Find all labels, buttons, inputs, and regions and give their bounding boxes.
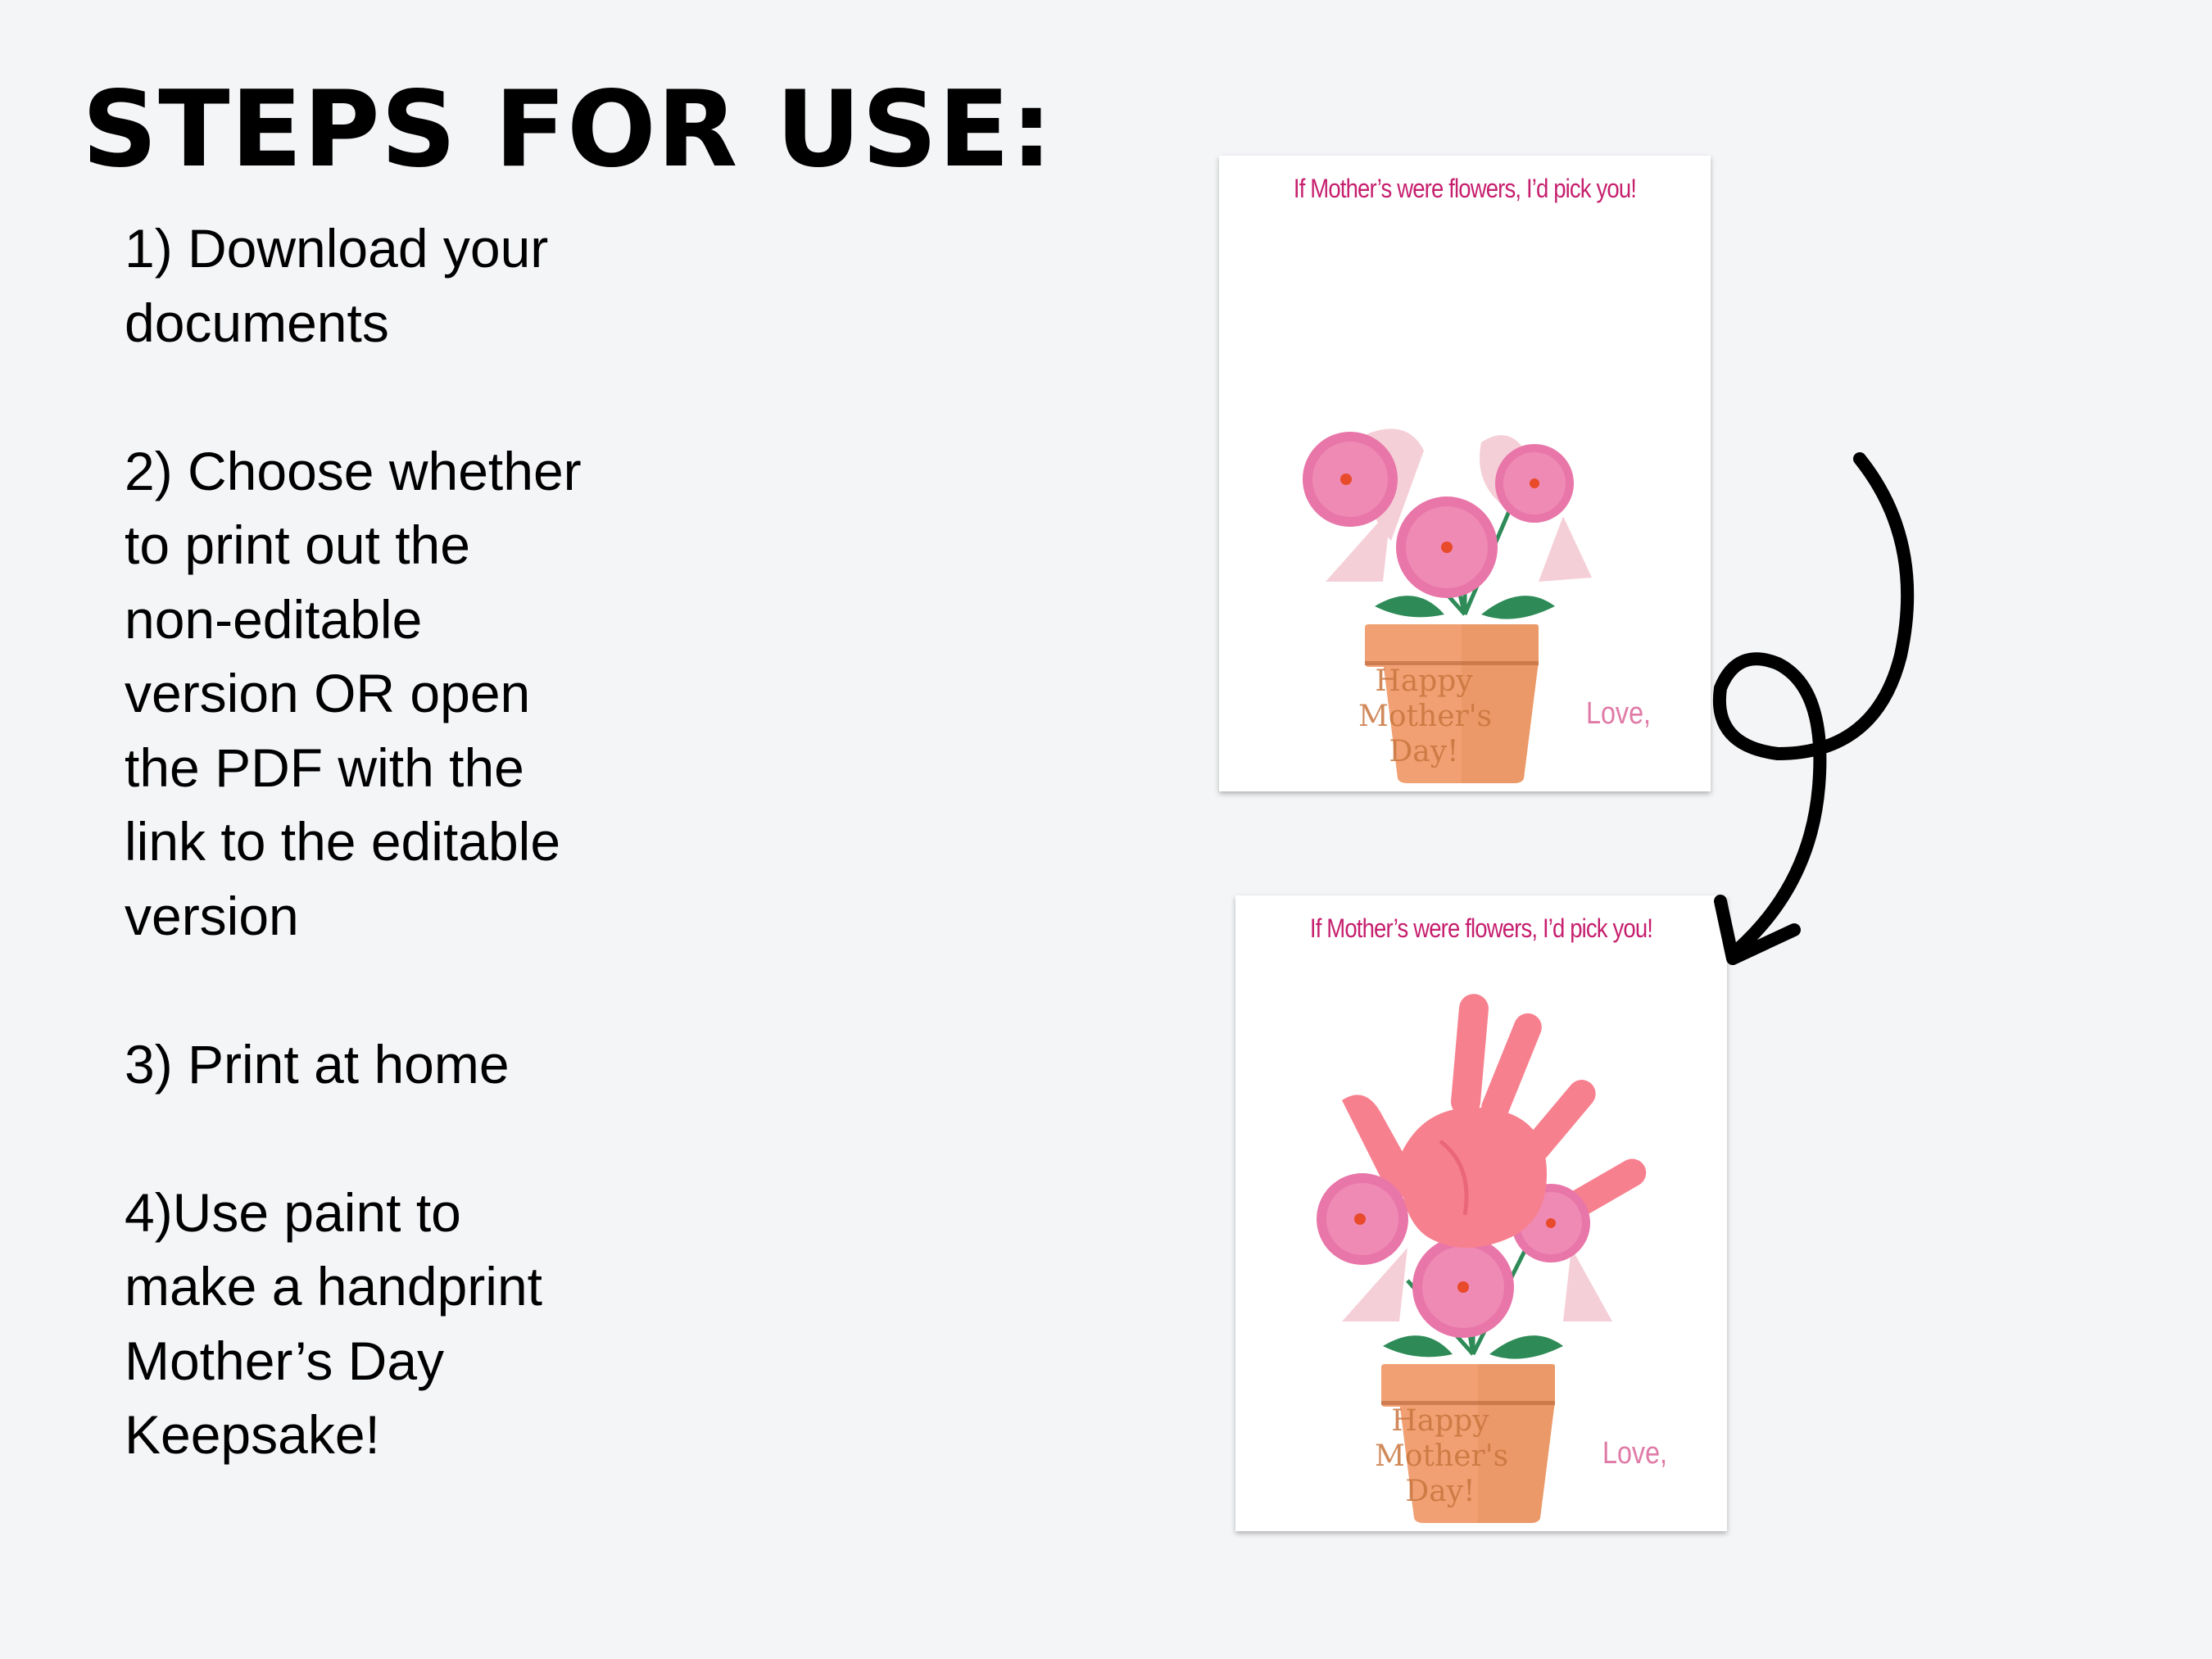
card-title: If Mother’s were flowers, I’d pick you! <box>1309 913 1653 943</box>
love-signature: Love, <box>1602 1436 1668 1471</box>
pot-greeting: Happy Mother's Day! <box>1375 1404 1509 1508</box>
steps-list <box>125 211 714 1472</box>
step-2: 2) Choose whether to print out the non-editable version OR open the PDF with the link to the editable version <box>125 440 582 946</box>
step-3: 3) Print at home <box>125 1033 510 1095</box>
card-preview-non-editable <box>1219 156 1711 791</box>
love-signature: Love, <box>1586 696 1652 731</box>
pot-greeting: Happy Mother's Day! <box>1358 664 1493 768</box>
card-title: If Mother’s were flowers, I’d pick you! <box>1293 174 1637 203</box>
palm <box>1399 1108 1547 1248</box>
step-4: 4)Use paint to make a handprint Mother’s Day Keepsake! <box>125 1181 542 1465</box>
curly-arrow-icon <box>1688 442 1933 999</box>
finger-1 <box>1450 993 1490 1118</box>
step-1: 1) Download your documents <box>125 218 549 353</box>
card-preview-handprint <box>1235 895 1727 1531</box>
page-heading: STEPS FOR USE: <box>82 69 1054 191</box>
